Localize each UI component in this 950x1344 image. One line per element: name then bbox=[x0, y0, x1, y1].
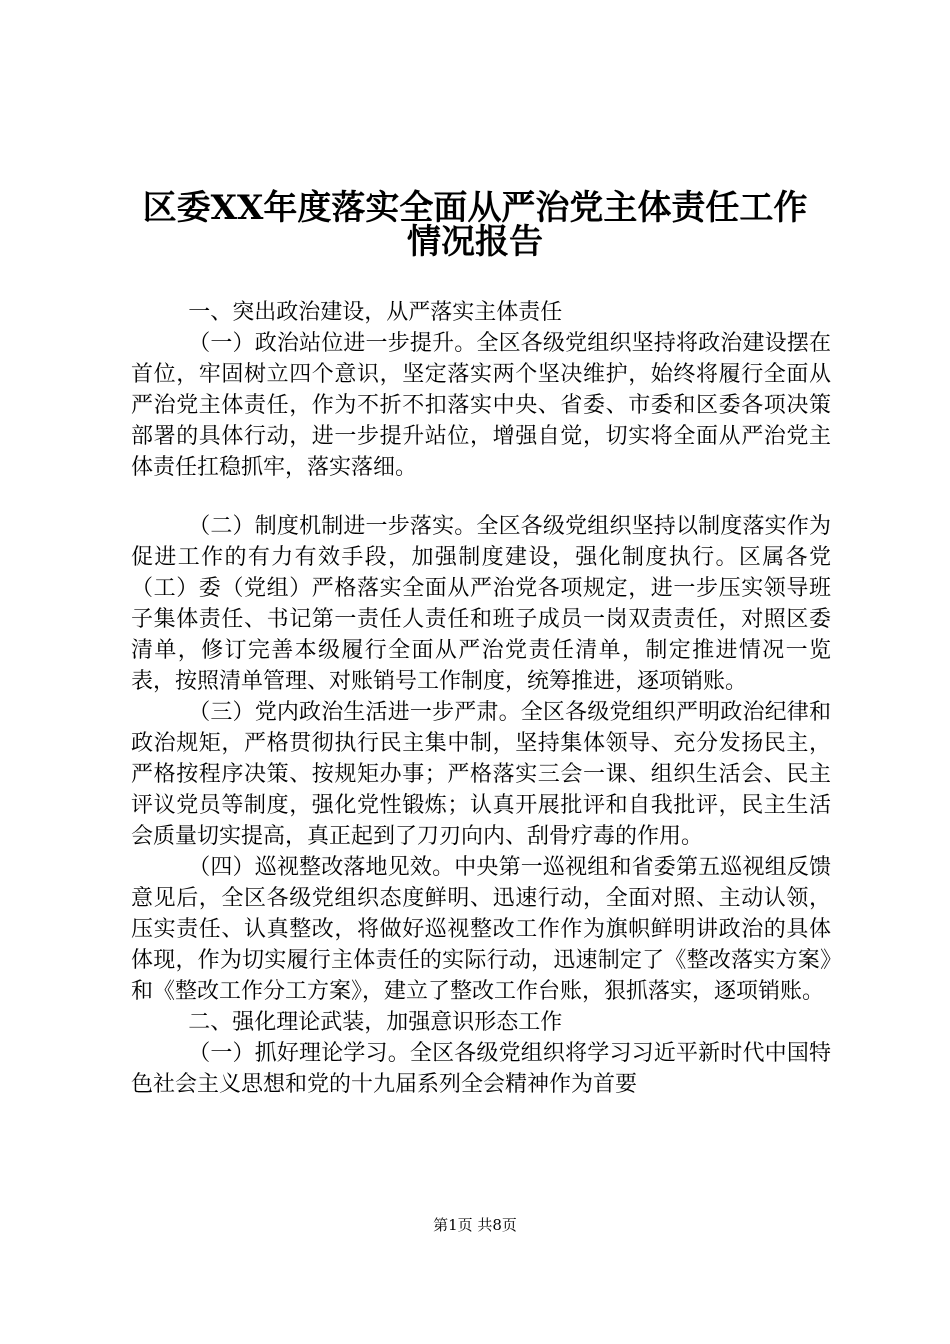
section-heading: 一、突出政治建设，从严落实主体责任 bbox=[188, 300, 563, 325]
paragraph: （三）党内政治生活进一步严肃。全区各级党组织严明政治纪律和政治规矩，严格贯彻执行民主集中制，坚持集体领导、充分发扬民主，严格按程序决策、按规矩办事；严格落实三会一课、组织生活会、民主评议党员等制度，强化党性锻炼；认真开展批评和自我批评，民主生活会质量切实提高，真正起到了刀刃向内、刮骨疗毒的作用。 bbox=[131, 700, 831, 849]
paragraph: （二）制度机制进一步落实。全区各级党组织坚持以制度落实作为促进工作的有力有效手段，加强制度建设，强化制度执行。区属各党（工）委（党组）严格落实全面从严治党各项规定，进一步压实领导班子集体责任、书记第一责任人责任和班子成员一岗双责责任，对照区委清单，修订完善本级履行全面从严治党责任清单，制定推进情况一览表，按照清单管理、对账销号工作制度，统筹推进，逐项销账。 bbox=[131, 514, 831, 694]
paragraph: （四）巡视整改落地见效。中央第一巡视组和省委第五巡视组反馈意见后，全区各级党组织态度鲜明、迅速行动，全面对照、主动认领，压实责任、认真整改，将做好巡视整改工作作为旗帜鲜明讲政治的具体体现，作为切实履行主体责任的实际行动，迅速制定了《整改落实方案》和《整改工作分工方案》，建立了整改工作台账，狠抓落实，逐项销账。 bbox=[131, 855, 831, 1004]
page-number-footer: 第1页 共8页 bbox=[433, 1216, 517, 1234]
paragraph: （一）抓好理论学习。全区各级党组织将学习习近平新时代中国特色社会主义思想和党的十九届系列全会精神作为首要 bbox=[131, 1041, 831, 1097]
document-body bbox=[131, 297, 831, 1100]
document-title-line1: 区委XX年度落实全面从严治党主体责任工作 bbox=[142, 188, 808, 228]
section-heading: 二、强化理论武装，加强意识形态工作 bbox=[188, 1010, 563, 1035]
document-title-line2: 情况报告 bbox=[407, 222, 543, 262]
paragraph: （一）政治站位进一步提升。全区各级党组织坚持将政治建设摆在首位，牢固树立四个意识，坚定落实两个坚决维护，始终将履行全面从严治党主体责任，作为不折不扣落实中央、省委、市委和区委各项决策部署的具体行动，进一步提升站位，增强自觉，切实将全面从严治党主体责任扛稳抓牢，落实落细。 bbox=[131, 331, 831, 480]
